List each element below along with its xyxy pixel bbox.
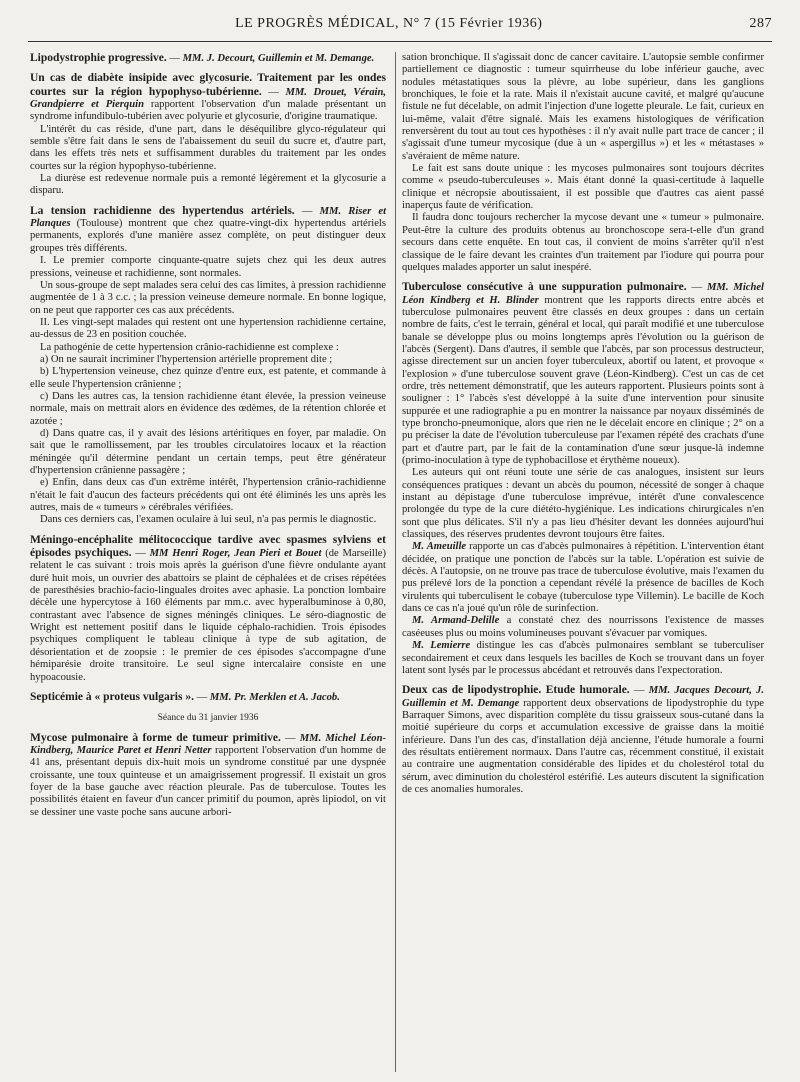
article-title: Un cas de diabète insipide avec glycosurie. Traitement par les ondes courtes sur la région hypophyso-tubérienne. <box>30 72 386 98</box>
article: Tuberculose consécutive à une suppuration pulmonaire. — MM. Michel Léon Kindberg et H. Blinder montrent que les rapports directs entre abcès et tuberculose pulmonaires peuvent être classés en deux groupes : dans un certain nombre de faits, c'est le terrain, général et local, qui paraît modifié et une tuberculose banale se développe plus ou moins longtemps après l'évolution ou la guérison de l'abcès (Sergent). Dans d'autres, il semble que l'abcès, par son processus destructeur, agisse directement sur un ancien foyer tuberculeux, abortif ou latent, et provoque « l'explosion » d'une tuberculose souvent grave (Léon-Kindberg). C'est un cas de cet ordre, très nettement démonstratif, que les auteurs rapportent. Plusieurs points sont à souligner : 1° l'abcès s'est développé à la suite d'une intervention pour sinusite suppurée et une radiographie a pu en montrer la naissance par noyaux disséminés de type broncho-pneumonique, alors que rien ne le décelait encore en clinique ; 2° on a pu préciser la date de l'évolution tuberculeuse par l'examen répété des crachats d'une part et d'autre part, par le fait de la contamination d'une sœur jusque-là indemne (primo-inoculation à type de typhobacillose et érythème noueux). <box>402 281 764 466</box>
article-title: Deux cas de lipodystrophie. Etude humorale. <box>402 684 630 697</box>
paragraph <box>402 640 764 677</box>
column-divider <box>395 52 396 1072</box>
paragraph: II. Les vingt-sept malades qui restent ont une hypertension rachidienne certaine, au-dessus de 23 en position couchée. <box>30 316 386 341</box>
paragraph-text: rapporte un cas d'abcès pulmonaires à répétition. L'intervention étant décidée, on pratique une ponction de l'abcès sur la table. L'opération est suivie de décès. A l'autopsie, on ne trouve pas trace de tuberculose évolutive, mais l'examen du pus prélevé lors de la ponction a cependant révélé la présence de bacilles de Koch virulents qui tuberculisent le cobaye (tuberculose type Villemin). Le bacille de Koch dans ce cas n'a joué qu'un rôle de surinfection. <box>402 541 764 615</box>
paragraph: Dans ces derniers cas, l'examen oculaire à lui seul, n'a pas permis le diagnostic. <box>40 514 377 526</box>
paragraph-authors: M. Lemierre <box>412 640 471 652</box>
paragraph-text: a constaté chez des nourrissons l'existence de masses caséeuses plus ou moins volumineuses pouvant s'évacuer par vomiques. <box>402 615 765 639</box>
right-column <box>402 52 764 796</box>
article-authors: MM. J. Decourt, Guillemin et M. Demange. <box>182 53 375 64</box>
article-text: (de Marseille) relatent le cas suivant : trois mois après la guérison d'une fièvre ondulante ayant duré huit mois, un ouvrier des abattoirs se plaint de céphalées et de crises répétées de paresthésies brachio-facio-linguales droites avec aphasie. La ponction lombaire décèle une hypercytose à 160 éléments par mm.c. avec hyperalbuminose à 0,80, contrastant avec l'absence de signes méningés cliniques. Le séro-diagnostic de Wright est nettement positif dans le liquide céphalo-rachidien. Trois épisodes psychiques compliquent le tableau clinique à type de sub agitation, de désorientation et de zoopsie : le premier de ces épisodes s'accompagne d'une hémiparésie droite transitoire. Le seul signe intercalaire consiste en une hypoacousie. <box>30 548 387 683</box>
article: Un cas de diabète insipide avec glycosurie. Traitement par les ondes courtes sur la région hypophyso-tubérienne. — MM. Drouet, Vérain, Grandpierre et Pierquin rapportent l'observation d'un malade présentant un syndrome infundibulo-tubérien avec polyurie et glycosurie, d'origine traumatique. <box>30 72 386 123</box>
running-head: LE PROGRÈS MÉDICAL, N° 7 (15 Février 1936) <box>235 16 543 31</box>
page-number: 287 <box>749 16 772 31</box>
left-column <box>30 52 386 819</box>
list-item: a) On ne saurait incriminer l'hypertension artérielle proprement dite ; <box>40 353 333 365</box>
article: Mycose pulmonaire à forme de tumeur primitive. — MM. Michel Léon-Kindberg, Maurice Paret et Henri Netter rapportent l'observation d'un homme de 41 ans, présentant depuis dix-huit mois un syndrome constitué par une dyspnée croissante, une toux quinteuse et un amaigrissement progressif. Il existait un gros foyer de la base gauche avec réaction pleurale. Pas de tuberculose. Toutes les possibilités étaient en faveur d'un cancer primitif du poumon, après lipiodol, on vit se dessiner une vaste poche sans aucune arbori- <box>30 731 386 818</box>
session-date: Séance du 31 janvier 1936 <box>157 713 259 724</box>
paragraph: Le fait est sans doute unique : les mycoses pulmonaires sont toujours décrites comme « pseudo-tuberculeuses ». Mais étant donné la quasi-certitude à laquelle clinique et nécropsie aboutissaient, il est possible que d'autres cas aient passé inaperçus faute de vérification. <box>402 163 764 212</box>
article: Méningo-encéphalite mélitococcique tardive avec spasmes sylviens et épisodes psychiques. — MM Henri Roger, Jean Pieri et Bouet (de Marseille) relatent le cas suivant : trois mois après la guérison d'une fièvre ondulante ayant duré huit mois, un ouvrier des abattoirs se plaint de céphalées et de crises répétées de paresthésies brachio-facio-linguales droites avec aphasie. La ponction lombaire décèle une hypercytose à 160 éléments par mm.c. avec hyperalbuminose à 0,80, contrastant avec l'absence de signes méningés cliniques. Le séro-diagnostic de Wright est nettement positif dans le liquide céphalo-rachidien. Trois épisodes psychiques compliquent le tableau clinique à type de sub agitation, de désorientation et de zoopsie : le premier de ces épisodes s'accompagne d'une hémiparésie droite transitoire. Le seul signe intercalaire consiste en une hypoacousie. <box>30 533 387 683</box>
paragraph: Les auteurs qui ont réuni toute une série de cas analogues, insistent sur leurs conséquences pratiques : devant un abcès du poumon, nécessité de songer à chaque instant au dépistage d'une tuberculose imprévue, intérêt d'une convalescence prolongée du type de la cure diététo-hygiénique. Les indications chirurgicales n'en sont que plus délicates. S'il n'y a pas lieu d'hésiter devant les données aujourd'hui classiques, des réserves prudentes devront toujours être faites. <box>402 467 764 541</box>
article-title: Tuberculose consécutive à une suppuration pulmonaire. <box>402 281 687 294</box>
article-text: rapportent l'observation d'un homme de 41 ans, présentant depuis dix-huit mois un syndrome constitué par une dyspnée croissante, une toux quinteuse et un amaigrissement progressif. Il existait un gros foyer de la base gauche avec réaction pleurale. Pas de tuberculose. Toutes les possibilités étaient en faveur d'un cancer primitif du poumon, après lipiodol, on vit se dessiner une vaste poche sans aucune arbori- <box>30 744 386 818</box>
article-title: La tension rachidienne des hypertendus artériels. <box>30 204 295 217</box>
page-header <box>28 16 772 32</box>
article-authors: MM. Pr. Merklen et A. Jacob. <box>209 691 340 703</box>
article-title: Méningo-encéphalite mélitococcique tardive avec spasmes sylviens et épisodes psychiques. <box>30 533 386 560</box>
article-authors: MM. Michel Léon Kindberg et H. Blinder <box>402 282 764 306</box>
paragraph: L'intérêt du cas réside, d'une part, dans le déséquilibre glyco-régulateur qui semble s'être fait dans le sens de l'abaissement du seuil du sucre et, d'autre part, dans les effets très nets et suffisamment durables du traitement par les ondes courtes sur la région hypophyso-tubérienne. <box>30 123 386 172</box>
article-text: montrent que les rapports directs entre abcès et tuberculose pulmonaires peuvent être classés en deux groupes : dans un certain nombre de faits, c'est le terrain, général et local, qui paraît modifié et une tuberculose banale se développe plus ou moins longtemps après l'évolution ou la guérison de l'abcès (Sergent). Dans d'autres, il semble que l'abcès, par son processus destructeur, agisse directement sur un ancien foyer tuberculeux, abortif ou latent, et provoque « l'explosion » d'une tuberculose souvent grave (Léon-Kindberg). C'est un cas de cet ordre, très nettement démonstratif, que les auteurs rapportent. Plusieurs points sont à souligner : 1° l'abcès s'est développé à la suite d'une intervention pour sinusite suppurée et une radiographie a pu en montrer la naissance par noyaux disséminés de type broncho-pneumonique, alors que rien ne le décelait encore en clinique ; 2° on a pu préciser la date de l'évolution tuberculeuse par l'examen répété des crachats d'une part et d'autre part, par le fait de la contamination d'une sœur jusque-là indemne (primo-inoculation à type de typhobacillose et érythème noueux). <box>402 294 764 466</box>
paragraph: Il faudra donc toujours rechercher la mycose devant une « tumeur » pulmonaire. Peut-être la culture des produits obtenus au bronchoscope sera-t-elle d'un grand secours dans cette enquête. En tout cas, il convient de moins s'arrêter qu'il n'est classique de le faire devant les craintes d'un traitement par l'iodure qui pourra pour quelques malades apporter un salut inespéré. <box>402 212 764 273</box>
article-title: Mycose pulmonaire à forme de tumeur primitive. <box>30 731 281 744</box>
paragraph-authors: M. Ameuille <box>412 541 467 553</box>
paragraph: I. Le premier comporte cinquante-quatre sujets chez qui les deux autres pressions, veineuse et rachidienne, sont normales. <box>30 255 386 279</box>
article-authors: MM. Michel Léon-Kindberg, Maurice Paret et Henri Netter <box>30 732 386 756</box>
article-authors: MM. Drouet, Vérain, Grandpierre et Pierquin <box>30 86 386 111</box>
paragraph: La diurèse est redevenue normale puis a remonté légèrement et la glycosurie a disparu. <box>30 173 386 197</box>
paragraph: La pathogénie de cette hypertension crânio-rachidienne est complexe : <box>40 341 339 353</box>
list-item: d) Dans quatre cas, il y avait des lésions artéritiques en foyer, par maladie. On sait que le ramollissement, par les troubles circulatoires locaux et la réaction méningée qu'il détermine pendant un certain temps, peut être générateur d'hypertension crânienne passagère ; <box>30 427 386 476</box>
article: Lipodystrophie progressive. — MM. J. Decourt, Guillemin et M. Demange. <box>30 52 375 64</box>
article-title: Septicémie à « proteus vulgaris ». <box>30 690 194 703</box>
paragraph <box>402 541 764 615</box>
article-text: rapportent l'observation d'un malade présentant un syndrome infundibulo-tubérien avec polyurie et glycosurie, d'origine traumatique. <box>30 99 386 123</box>
paragraph <box>402 615 764 640</box>
article-text: (Toulouse) montrent que chez quatre-vingt-dix hypertendus artériels permanents, explorés d'une manière assez complète, on peut distinguer deux groupes très différents. <box>30 218 386 254</box>
article: Deux cas de lipodystrophie. Etude humorale. — MM. Jacques Decourt, J. Guillemin et M. Demange rapportent deux observations de lipodystrophie du type Barraquer Simons, avec disparition complète du tissu graisseux sous-cutané dans la moitié supérieure du corps et accumulation excessive de graisse dans la moitié inférieure. Dans l'un des cas, d'installation déjà ancienne, l'étude humorale a fourni des résultats entièrement normaux. Dans l'autre cas, récemment constitué, il existait au contraire une augmentation considérable des lipides et du cholestérol total du sérum, avec diminution du cholestérol estérifié. Les auteurs discutent la signification de ces anomalies humorales. <box>402 684 764 795</box>
article-authors: MM. Riser et Planques <box>30 205 387 230</box>
paragraph: sation bronchique. Il s'agissait donc de cancer cavitaire. L'autopsie semble confirmer partiellement ce diagnostic : tumeur squirrheuse du lobe inférieur gauche, avec nodules métastatiques sous la plèvre, au lobe supérieur, dans les ganglions bronchiques, le foie et la rate. Mais il n'existait aucune cavité, et malgré qu'aucune fistule ne fut décelable, on admit l'injection d'une logette pleurale. Le fait, curieux en lui-même, valait d'être signalé. Mais les examens histologiques de vérification renversèrent du tout au tout ces hypothèses : il n'y avait nulle part trace de cancer ; il s'agissait d'une tumeur mycosique (due à un « aspergillus ») et les « métastases » s'avéraient de même nature. <box>402 52 764 162</box>
header-rule <box>28 41 772 42</box>
list-item: c) Dans les autres cas, la tension rachidienne étant élevée, la pression veineuse normale, mais on mettrait alors en évidence des œdèmes, de la rétention chlorée et azotée ; <box>30 390 386 427</box>
article-authors: MM Henri Roger, Jean Pieri et Bouet <box>149 548 322 560</box>
paragraph-text: distingue les cas d'abcès pulmonaires semblant se tuberculiser secondairement et ceux dans lesquels les bacilles de Koch se trouvant dans un foyer latent sont lysés par le processus abcédant et retrouvés dans l'expectoration. <box>402 640 764 676</box>
article: La tension rachidienne des hypertendus artériels. — MM. Riser et Planques (Toulouse) montrent que chez quatre-vingt-dix hypertendus artériels permanents, explorés d'une manière assez complète, on peut distinguer deux groupes très différents. <box>30 204 387 254</box>
list-item: b) L'hypertension veineuse, chez quinze d'entre eux, est patente, et commande à elle seule l'hypertension crânienne ; <box>30 366 386 390</box>
article-text: rapportent deux observations de lipodystrophie du type Barraquer Simons, avec disparition complète du tissu graisseux sous-cutané dans la moitié supérieure du corps et accumulation excessive de graisse dans la moitié inférieure. Dans l'un des cas, d'installation déjà ancienne, l'étude humorale a fourni des résultats entièrement normaux. Dans l'autre cas, récemment constitué, il existait au contraire une augmentation considérable des lipides et du cholestérol total du sérum, avec diminution du cholestérol estérifié. Les auteurs discutent la signification de ces anomalies humorales. <box>402 697 764 795</box>
article: Septicémie à « proteus vulgaris ». — MM. Pr. Merklen et A. Jacob. <box>30 690 340 703</box>
article-authors: MM. Jacques Decourt, J. Guillemin et M. Demange <box>402 685 764 709</box>
paragraph-authors: M. Armand-Delille <box>412 615 500 627</box>
article-title: Lipodystrophie progressive. <box>30 52 167 64</box>
paragraph: Un sous-groupe de sept malades sera celui des cas limites, à pression rachidienne augmentée de 1 à 3 c.c. ; la pression veineuse demeure normale. En bonne logique, on ne peut que rapporter ces cas aux précédents. <box>30 279 386 316</box>
list-item: e) Enfin, dans deux cas d'un extrême intérêt, l'hypertension crânio-rachidienne n'était le fait d'aucun des facteurs précédents qui ont été éliminés les uns après les autres, mais de « tumeurs » cérébrales vérifiées. <box>30 477 386 514</box>
